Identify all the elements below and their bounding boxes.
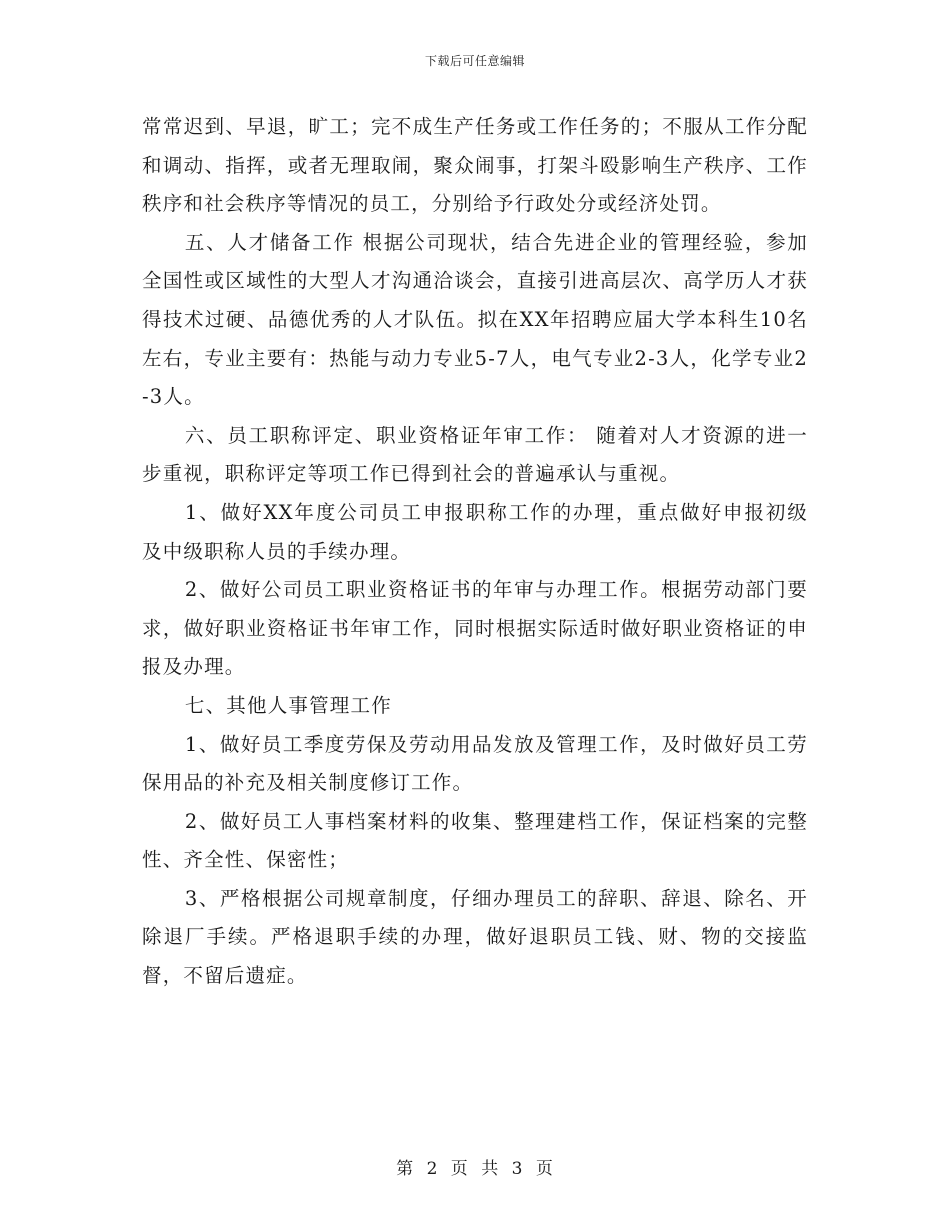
document-body xyxy=(142,108,808,996)
paragraph-six-item-2: 2、做好公司员工职业资格证书的年审与办理工作。根据劳动部门要求，做好职业资格证书年审工作，同时根据实际适时做好职业资格证的申报及办理。 xyxy=(142,578,808,679)
paragraph-seven-item-3: 3、严格根据公司规章制度，仔细办理员工的辞职、辞退、除名、开除退厂手续。严格退职手续的办理，做好退职员工钱、财、物的交接监督，不留后遗症。 xyxy=(142,886,808,988)
page-header: 下载后可任意编辑 xyxy=(424,54,525,68)
paragraph-section-five: 五、人才储备工作 根据公司现状，结合先进企业的管理经验，参加全国性或区域性的大型人才沟通洽谈会，直接引进高层次、高学历人才获得技术过硬、品德优秀的人才队伍。拟在XX年招聘应届大学本科生10名左右，专业主要有：热能与动力专业5-7人，电气专业2-3人，化学专业2-3人。 xyxy=(142,230,808,409)
paragraph-six-item-1: 1、做好XX年度公司员工申报职称工作的办理，重点做好申报初级及中级职称人员的手续办理。 xyxy=(142,500,808,563)
page-number-footer: 第 2 页 共 3 页 xyxy=(396,1159,554,1179)
paragraph-seven-item-2: 2、做好员工人事档案材料的收集、整理建档工作，保证档案的完整性、齐全性、保密性； xyxy=(142,809,808,872)
paragraph-seven-item-1: 1、做好员工季度劳保及劳动用品发放及管理工作，及时做好员工劳保用品的补充及相关制度修订工作。 xyxy=(142,732,808,795)
paragraph-continuation: 常常迟到、早退，旷工；完不成生产任务或工作任务的；不服从工作分配和调动、指挥，或者无理取闹，聚众闹事，打架斗殴影响生产秩序、工作秩序和社会秩序等情况的员工，分别给予行政处分或经济处罚。 xyxy=(142,115,808,216)
paragraph-section-six: 六、员工职称评定、职业资格证年审工作： 随着对人才资源的进一步重视，职称评定等项工作已得到社会的普遍承认与重视。 xyxy=(142,423,808,486)
paragraph-section-seven: 七、其他人事管理工作 xyxy=(184,693,392,717)
